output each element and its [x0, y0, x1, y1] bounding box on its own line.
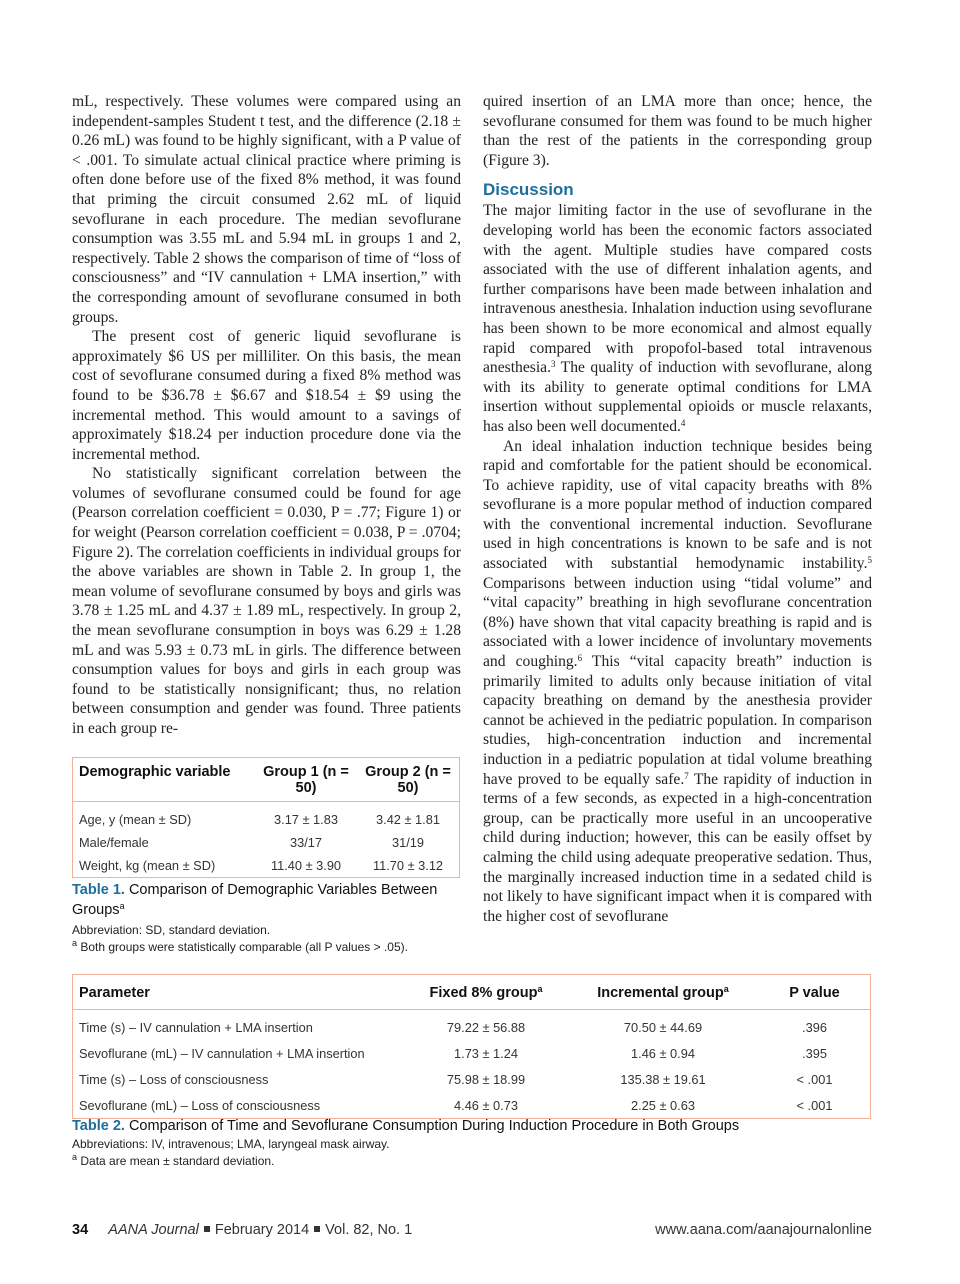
table-row: [73, 1066, 870, 1092]
table-row: [73, 1040, 870, 1066]
header-text: Incremental group: [597, 985, 724, 1001]
table-cell: 3.42 ± 1.81: [376, 812, 440, 827]
table-cell: .396: [802, 1019, 827, 1035]
table-row: [73, 1010, 870, 1041]
caption-title: Comparison of Time and Sevoflurane Consumption During Induction Procedure in Both Groups: [128, 1118, 740, 1134]
paragraph-text: This “vital capacity breath” induction is primarily limited to adults only because initiation of vital capacity breathing on demand by the anesthesia provider cannot be achieved in the pediatric population. In comparison studies, high-concentration induction and incremental induction in a pediatric population at tidal volume breathing have proved to be equally safe.: [483, 653, 872, 788]
table-cell: 11.70 ± 3.12: [372, 858, 444, 873]
footnote-marker: a: [72, 1151, 78, 1162]
table-row: [73, 1092, 870, 1118]
body-paragraph: No statistically significant correlation between the volumes of sevoflurane consumed could be found for age (Pearson correlation coefficient = 0.030, P = .77; Figure 1) or for weight (Pearson correlation coefficient = 0.038, P = .0704; Figure 2). The correlation coefficients in individual groups for the above variables are shown in Table 2. In group 1, the mean volume of sevoflurane consumed by boys and girls was 3.78 ± 1.25 mL and 4.37 ± 1.89 mL, respectively. In group 2, the mean sevoflurane consumption in boys was 6.29 ± 1.28 mL and was 5.93 ± 0.73 mL in girls. The difference between consumption values for boys and girls in each group was found to be statistically nonsignificant; thus, no relation between consumption and gender was found. Three patients in each group re-: [72, 465, 461, 737]
table-cell: .395: [802, 1045, 827, 1061]
table-cell: Sevoflurane (mL) – Loss of consciousness: [79, 1097, 321, 1113]
body-paragraph: [483, 437, 872, 927]
footnote-marker: a: [723, 984, 729, 994]
body-paragraph: The present cost of generic liquid sevoflurane is approximately $6 US per milliliter. On this basis, the mean cost of sevoflurane consumed during a fixed 8% method was found to be $36.78 ± $6.67 and $18.54 ± $9 using the incremental method. This would amount to a savings of approximately $18.24 per induction procedure done via the incremental method.: [72, 328, 461, 463]
footnote-marker: a: [537, 984, 543, 994]
volume-info: Vol. 82, No. 1: [325, 1222, 413, 1238]
footnote: [72, 1153, 872, 1170]
table-cell: 4.46 ± 0.73: [454, 1097, 518, 1113]
table-2: [72, 974, 871, 1119]
column-header: Parameter: [79, 985, 150, 1001]
left-column: [72, 92, 461, 739]
column-header: P value: [789, 985, 840, 1001]
table-row: [73, 831, 459, 854]
table-cell: 1.73 ± 1.24: [454, 1045, 518, 1061]
issue-date: February 2014: [214, 1222, 310, 1238]
table-cell: Male/female: [79, 835, 149, 850]
table-cell: 33/17: [289, 835, 323, 850]
paragraph-text: The rapidity of induction in terms of a few seconds, as expected in a high-concentration group, can be practically more useful in an uncooperative child during induction; however, this can be easily offset by calming the child using adequate preoperative sedation. Thus, the marginally increased induction time in a sedated child is not likely to have significant impact when it is compared with the higher cost of sevoflurane: [483, 770, 872, 925]
table-cell: Time (s) – Loss of consciousness: [79, 1071, 269, 1087]
table-row: [73, 802, 459, 832]
table-cell: 2.25 ± 0.63: [631, 1097, 695, 1113]
separator-square-icon: [314, 1226, 320, 1232]
table-cell: Time (s) – IV cannulation + LMA insertion: [79, 1019, 313, 1035]
table-cell: 31/19: [391, 835, 425, 850]
table-1-caption: [72, 880, 462, 955]
column-header: Group 2 (n = 50): [365, 764, 451, 796]
body-paragraph: quired insertion of an LMA more than once; hence, the sevoflurane consumed for them was found to be much higher than the rest of the patients in the corresponding group (Figure 3).: [483, 93, 872, 169]
paragraph-text: The major limiting factor in the use of sevoflurane in the developing world has been the economic factors associated with the agent. Multiple studies have compared costs associated with the use of different inhalation agents, and further comparisons have been made between inhalation and intravenous anesthesia. Inhalation induction using sevoflurane has been shown to be more economical and almost equally rapid compared with propofol-based total intravenous anesthesia.: [483, 202, 872, 377]
table-header-row: [73, 758, 459, 802]
paragraph-text: Comparisons between induction using “tidal volume” and “vital capacity” breathing in high sevoflurane concentration (8%) have shown that vital capacity breathing is rapid and is associated with a lower incidence of involuntary movements and coughing.: [483, 574, 872, 671]
table-header-row: [73, 975, 870, 1010]
table-2-caption: [72, 1116, 872, 1169]
table-row: [73, 854, 459, 877]
footnote-marker: a: [119, 901, 125, 911]
table-cell: < .001: [796, 1071, 833, 1087]
paragraph-text: The quality of induction with sevoflurane, along with its ability to generate optimal conditions for LMA insertion without supplemental opioids or muscle relaxants, has also been well documented.: [483, 359, 872, 435]
citation-ref: 7: [684, 770, 689, 781]
caption-label: Table 1.: [72, 882, 125, 898]
table-cell: 135.38 ± 19.61: [620, 1071, 706, 1087]
abbreviation-note: Abbreviations: IV, intravenous; LMA, laryngeal mask airway.: [72, 1137, 390, 1151]
footnote-text: Data are mean ± standard deviation.: [80, 1153, 275, 1168]
column-header: Group 1 (n = 50): [263, 764, 349, 796]
table-cell: 11.40 ± 3.90: [270, 858, 342, 873]
table-cell: Sevoflurane (mL) – IV cannulation + LMA insertion: [79, 1045, 365, 1061]
abbreviation-note: Abbreviation: SD, standard deviation.: [72, 923, 271, 937]
body-paragraph: [483, 201, 872, 436]
table-cell: Age, y (mean ± SD): [79, 812, 192, 827]
table-cell: 79.22 ± 56.88: [446, 1019, 526, 1035]
journal-name: AANA Journal: [108, 1222, 199, 1238]
table-1: [72, 757, 460, 878]
column-header: [567, 975, 759, 1010]
citation-ref: 6: [577, 653, 583, 664]
page-footer: [72, 1222, 872, 1238]
citation-ref: 3: [550, 359, 556, 370]
table-cell: Weight, kg (mean ± SD): [79, 858, 216, 873]
column-header: Demographic variable: [79, 764, 231, 780]
column-header: [405, 975, 567, 1010]
footnote-marker: a: [72, 937, 78, 948]
citation-ref: 5: [867, 555, 872, 566]
journal-url: www.aana.com/aanajournalonline: [655, 1222, 872, 1238]
table-cell: 1.46 ± 0.94: [631, 1045, 695, 1061]
body-paragraph: mL, respectively. These volumes were compared using an independent-samples Student t test, and the difference (2.18 ± 0.26 mL) was found to be highly significant, with a P value of < .001. To simulate actual clinical practice where priming is often done before use of the fixed 8% method, it was found that priming the circuit consumed 2.62 mL of liquid sevoflurane in each procedure. The median sevoflurane consumption was 3.55 mL and 5.94 mL in groups 1 and 2, respectively. Table 2 shows the comparison of time of “loss of consciousness” and “IV cannulation + LMA insertion,” with the corresponding amount of sevoflurane consumed in both groups.: [72, 93, 461, 326]
paragraph-text: An ideal inhalation induction technique besides being rapid and comfortable for the patient should be economical. To achieve rapidity, use of vital capacity breaths with 8% sevoflurane is a more popular method of induction compared with the conventional incremental induction. Sevoflurane used in high concentrations is known to be safe and is not associated with substantial hemodynamic instability.: [483, 437, 872, 573]
header-text: Fixed 8% group: [429, 985, 538, 1001]
table-cell: < .001: [796, 1097, 833, 1113]
caption-title: Comparison of Demographic Variables Between Groups: [72, 882, 438, 918]
table-cell: 70.50 ± 44.69: [623, 1019, 703, 1035]
section-heading: Discussion: [483, 180, 574, 200]
table-cell: 3.17 ± 1.83: [274, 812, 338, 827]
footnote: [72, 939, 462, 956]
separator-square-icon: [204, 1226, 210, 1232]
right-column: [483, 92, 872, 926]
caption-label: Table 2.: [72, 1118, 125, 1134]
footnote-text: Both groups were statistically comparable (all P values > .05).: [80, 939, 408, 954]
citation-ref: 4: [680, 417, 686, 428]
page-number: 34: [72, 1222, 89, 1238]
table-cell: 75.98 ± 18.99: [446, 1071, 526, 1087]
